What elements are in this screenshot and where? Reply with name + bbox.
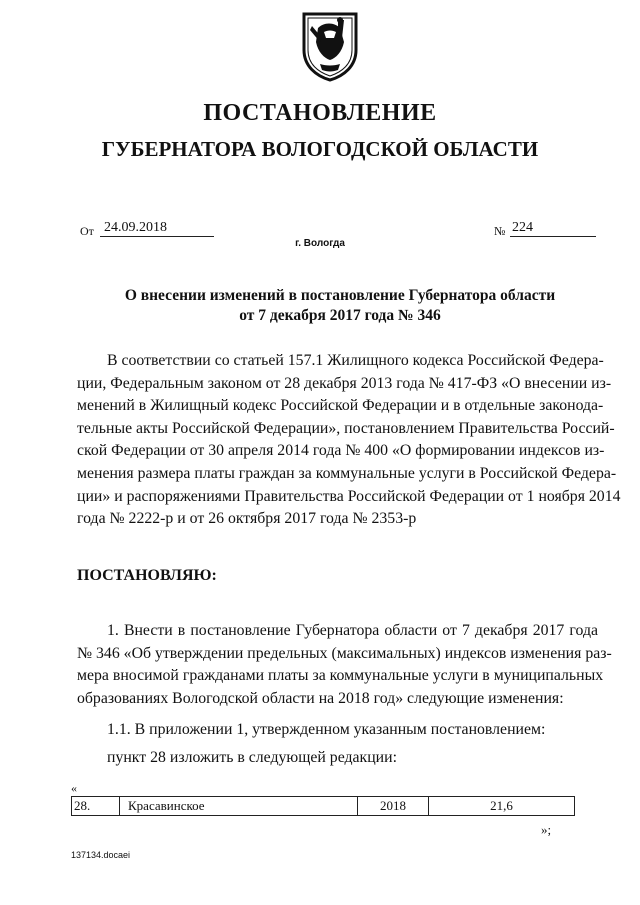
text-line: мера вносимой гражданами платы за коммунальные услуги в муниципальных [77, 667, 604, 685]
text-line: 1. Внести в постановление Губернатора области от 7 декабря 2017 года [107, 622, 598, 639]
text-line: тельные акты Российской Федерации», постановлением Правительства Россий- [77, 419, 615, 437]
table-row [71, 796, 575, 816]
cell-municipality: Красавинское [120, 797, 358, 815]
text-line: менения размера платы граждан за коммунальные услуги в Российской Федера- [77, 464, 617, 482]
subject-line: от 7 декабря 2017 года № 346 [239, 307, 441, 324]
document-date: 24.09.2018 [100, 220, 214, 237]
document-number: 224 [510, 220, 596, 237]
text-line: ской Федерации от 30 апреля 2014 года № 400 «О формировании индексов из- [77, 442, 605, 460]
text-line: образованиях Вологодской области на 2018 год» следующие изменения: [77, 689, 564, 707]
text-line: ции, Федеральным законом от 28 декабря 2013 года № 417-ФЗ «О внесении из- [77, 374, 612, 392]
coat-of-arms-icon [298, 8, 362, 84]
clause-1-paragraph [77, 620, 612, 710]
text-line: № 346 «Об утверждении предельных (максимальных) индексов изменения раз- [77, 644, 612, 662]
text-line: В соответствии со статьей 157.1 Жилищного кодекса Российской Федера- [107, 352, 604, 369]
quote-open: « [71, 781, 77, 795]
quote-close: »; [541, 822, 552, 837]
text-line: ции» и распоряжениями Правительства Российской Федерации от 1 ноября 2014 [77, 487, 621, 505]
text-line: года № 2222-р и от 26 октября 2017 года № 2353-р [77, 510, 417, 528]
city-name: г. Вологда [295, 238, 345, 249]
file-name-footer: 137134.docaei [71, 850, 131, 860]
cell-number: 28. [72, 797, 120, 815]
subject-line: О внесении изменений в постановление Губернатора области [124, 287, 556, 304]
document-subject [60, 286, 620, 326]
document-title: ПОСТАНОВЛЕНИЕ [203, 100, 437, 126]
number-prefix: № [494, 224, 506, 238]
date-prefix: От [80, 224, 94, 238]
clause-1-1-point: пункт 28 изложить в следующей редакции: [107, 749, 397, 766]
text-line: менений в Жилищный кодекс Российской Федерации и в отдельные законода- [77, 397, 604, 415]
document-issuer: ГУБЕРНАТОРА ВОЛОГОДСКОЙ ОБЛАСТИ [101, 137, 539, 161]
cell-year: 2018 [358, 797, 429, 815]
cell-index-value: 21,6 [490, 798, 513, 813]
clause-1-1: 1.1. В приложении 1, утвержденном указанным постановлением: [107, 721, 546, 738]
resolve-heading: ПОСТАНОВЛЯЮ: [77, 567, 217, 584]
preamble-paragraph [77, 350, 621, 531]
